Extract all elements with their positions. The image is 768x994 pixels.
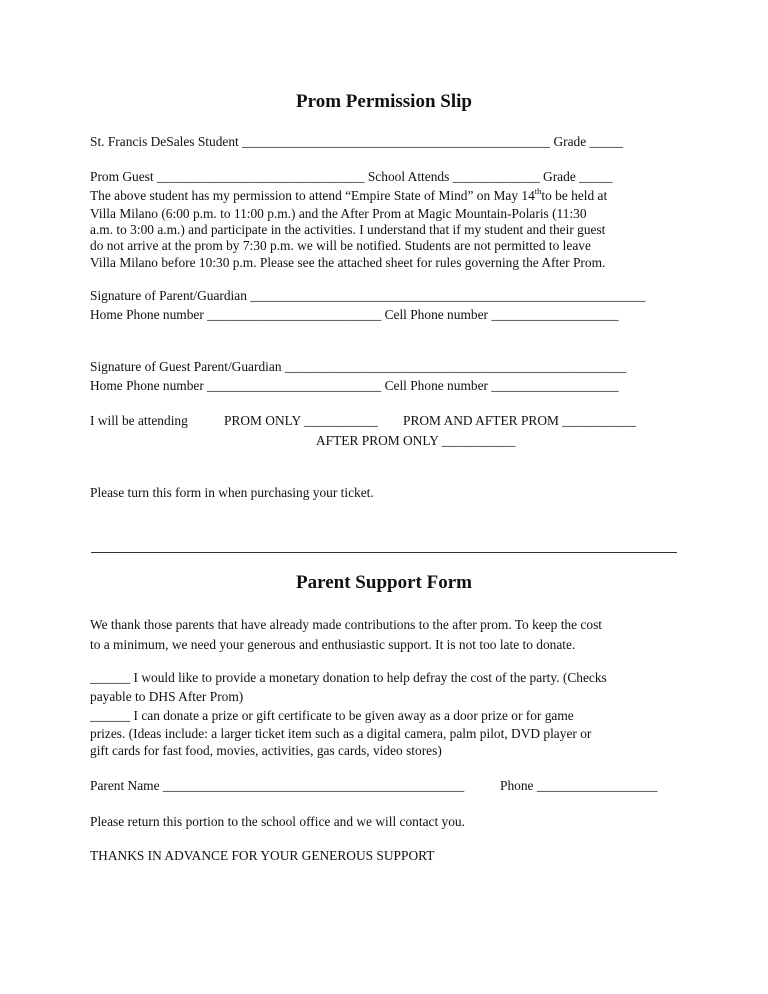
return-note: Please return this portion to the school office and we will contact you. — [90, 814, 465, 829]
prize-line-1[interactable]: ______ I can donate a prize or gift certificate to be given away as a door prize or for game — [90, 708, 574, 723]
parent-signature-field[interactable]: Signature of Parent/Guardian ___________________________________________________________ — [90, 288, 646, 303]
paragraph-line-3: a.m. to 3:00 a.m.) and participate in the activities. I understand that if my student and their guest — [90, 222, 606, 237]
after-prom-only-option[interactable]: AFTER PROM ONLY ___________ — [316, 433, 516, 448]
prom-only-option[interactable]: PROM ONLY ___________ — [224, 413, 378, 428]
guest-parent-phone-fields[interactable]: Home Phone number __________________________ Cell Phone number ___________________ — [90, 378, 619, 393]
closing-line: THANKS IN ADVANCE FOR YOUR GENEROUS SUPPORT — [90, 848, 435, 863]
turn-in-note: Please turn this form in when purchasing your ticket. — [90, 485, 374, 500]
student-field-line[interactable]: St. Francis DeSales Student ______________________________________________ Grade _____ — [90, 134, 623, 149]
guest-field-line[interactable]: Prom Guest _______________________________ School Attends _____________ Grade _____ — [90, 169, 613, 184]
support-form-title: Parent Support Form — [296, 572, 472, 593]
paragraph-line-4: do not arrive at the prom by 7:30 p.m. we will be notified. Students are not permitted to leave — [90, 238, 591, 253]
paragraph-line-1-start: The above student has my permission to attend “Empire State of Mind” on May 14 — [90, 188, 535, 203]
paragraph-line-1 — [90, 187, 607, 204]
support-intro-line-2: to a minimum, we need your generous and enthusiastic support. It is not too late to donate. — [90, 637, 576, 652]
guest-parent-signature-field[interactable]: Signature of Guest Parent/Guardian ___________________________________________________ — [90, 359, 627, 374]
monetary-line-2: payable to DHS After Prom) — [90, 689, 244, 704]
paragraph-line-1-end: to be held at — [541, 188, 608, 203]
ordinal-suffix: th — [534, 185, 542, 196]
phone-field[interactable]: Phone __________________ — [500, 778, 658, 793]
support-intro-line-1: We thank those parents that have already made contributions to the after prom. To keep the cost — [90, 617, 602, 632]
prize-line-3: gift cards for fast food, movies, activities, gas cards, video stores) — [90, 743, 442, 758]
monetary-line-1[interactable]: ______ I would like to provide a monetary donation to help defray the cost of the party. (Checks — [90, 670, 607, 685]
permission-slip-title: Prom Permission Slip — [296, 91, 472, 112]
paragraph-line-5: Villa Milano before 10:30 p.m. Please see the attached sheet for rules governing the After Prom. — [90, 255, 606, 270]
paragraph-line-2: Villa Milano (6:00 p.m. to 11:00 p.m.) and the After Prom at Magic Mountain-Polaris (11:30 — [90, 206, 587, 221]
parent-name-field[interactable]: Parent Name _____________________________________________ — [90, 778, 465, 793]
prize-line-2: prizes. (Ideas include: a larger ticket item such as a digital camera, palm pilot, DVD player or — [90, 726, 592, 741]
attending-label: I will be attending — [90, 413, 188, 428]
cut-line-divider — [91, 552, 677, 553]
parent-phone-fields[interactable]: Home Phone number __________________________ Cell Phone number ___________________ — [90, 307, 619, 322]
prom-and-after-option[interactable]: PROM AND AFTER PROM ___________ — [403, 413, 636, 428]
